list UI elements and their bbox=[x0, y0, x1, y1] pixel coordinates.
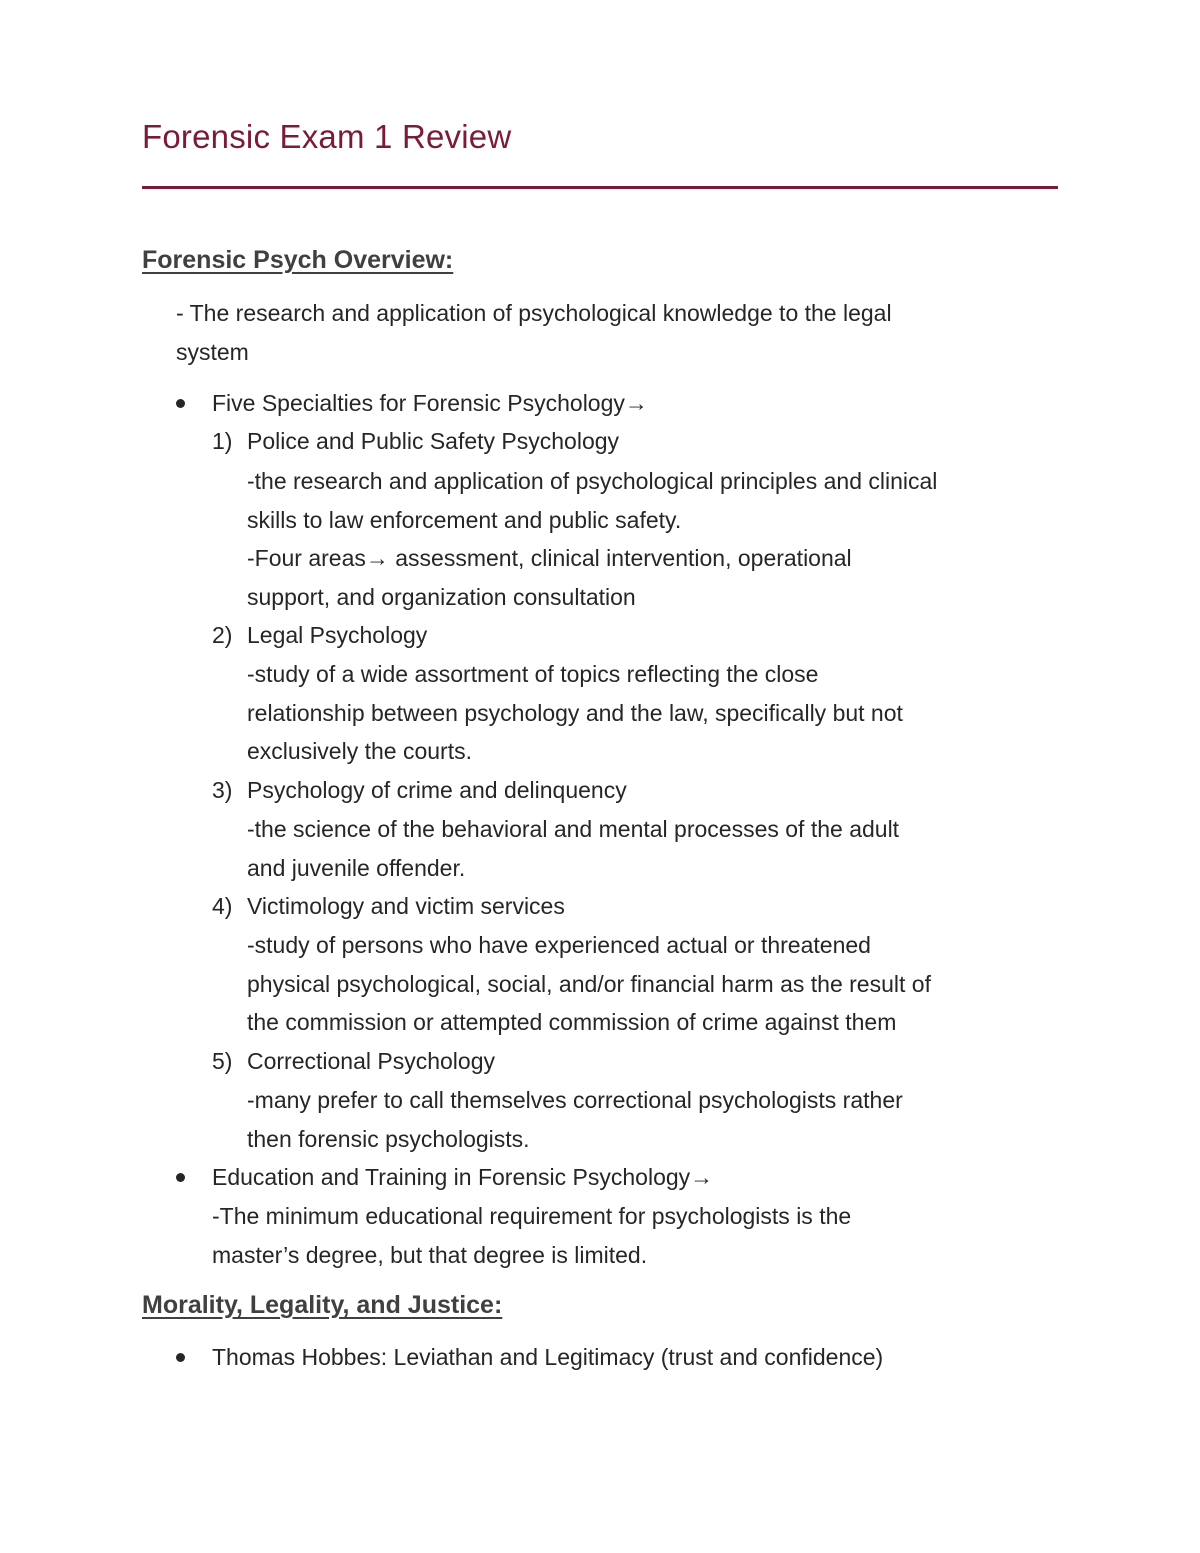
overview-intro bbox=[176, 294, 1056, 371]
list-number: 5) bbox=[212, 1048, 233, 1074]
bullet-icon bbox=[176, 1173, 185, 1182]
description-line: and juvenile offender. bbox=[247, 854, 466, 881]
document-title: Forensic Exam 1 Review bbox=[142, 118, 512, 155]
specialty-title: Police and Public Safety Psychology bbox=[247, 428, 620, 454]
bullet-education-training bbox=[212, 1158, 713, 1197]
section-heading-morality-legality-justice: Morality, Legality, and Justice: bbox=[142, 1291, 503, 1319]
bullet-five-specialties bbox=[212, 384, 648, 423]
specialty-description bbox=[247, 1081, 1067, 1158]
description-line-four-areas bbox=[247, 539, 1067, 578]
right-arrow-icon: → bbox=[624, 390, 648, 416]
intro-line: - The research and application of psychological knowledge to the legal bbox=[176, 300, 892, 326]
specialty-description bbox=[247, 810, 1067, 887]
description-line: -many prefer to call themselves correctional psychologists rather bbox=[247, 1087, 903, 1113]
description-line: the commission or attempted commission of crime against them bbox=[247, 1009, 897, 1036]
description-line: -study of a wide assortment of topics reflecting the close bbox=[247, 661, 819, 687]
bullet-label: Education and Training in Forensic Psychology bbox=[212, 1164, 691, 1190]
specialty-title: Legal Psychology bbox=[247, 622, 428, 648]
specialty-title: Correctional Psychology bbox=[247, 1048, 496, 1074]
description-line: physical psychological, social, and/or financial harm as the result of bbox=[247, 970, 931, 997]
education-description bbox=[212, 1197, 1032, 1274]
bullet-icon bbox=[176, 399, 185, 408]
right-arrow-icon: → bbox=[690, 1164, 714, 1190]
specialty-title: Psychology of crime and delinquency bbox=[247, 777, 627, 803]
bullet-thomas-hobbes: Thomas Hobbes: Leviathan and Legitimacy (trust and confidence) bbox=[212, 1344, 884, 1370]
four-areas-label: -Four areas bbox=[247, 545, 366, 572]
four-areas-text: assessment, clinical intervention, operational bbox=[388, 545, 852, 572]
description-line: support, and organization consultation bbox=[247, 584, 636, 611]
description-line: skills to law enforcement and public safety. bbox=[247, 506, 682, 533]
specialty-description bbox=[247, 655, 1067, 771]
description-line: then forensic psychologists. bbox=[247, 1125, 530, 1152]
description-line: exclusively the courts. bbox=[247, 738, 472, 765]
list-number: 2) bbox=[212, 622, 233, 648]
specialty-title: Victimology and victim services bbox=[247, 893, 565, 919]
bullet-icon bbox=[176, 1353, 185, 1362]
description-line: relationship between psychology and the law, specifically but not bbox=[247, 699, 903, 726]
section-heading-forensic-psych-overview: Forensic Psych Overview: bbox=[142, 246, 454, 274]
list-number: 4) bbox=[212, 893, 233, 919]
description-line: -the science of the behavioral and mental processes of the adult bbox=[247, 816, 900, 842]
list-number: 1) bbox=[212, 428, 233, 454]
description-line: -the research and application of psychological principles and clinical bbox=[247, 468, 938, 494]
title-underline-rule bbox=[142, 186, 1058, 189]
right-arrow-icon: → bbox=[365, 545, 389, 572]
description-line: -study of persons who have experienced actual or threatened bbox=[247, 932, 871, 958]
specialty-description bbox=[247, 462, 1067, 617]
list-number: 3) bbox=[212, 777, 233, 803]
bullet-label: Five Specialties for Forensic Psychology bbox=[212, 390, 625, 416]
specialty-description bbox=[247, 926, 1067, 1042]
description-line: -The minimum educational requirement for psychologists is the bbox=[212, 1203, 852, 1229]
description-line: master’s degree, but that degree is limited. bbox=[212, 1241, 648, 1268]
intro-line: system bbox=[176, 338, 249, 365]
